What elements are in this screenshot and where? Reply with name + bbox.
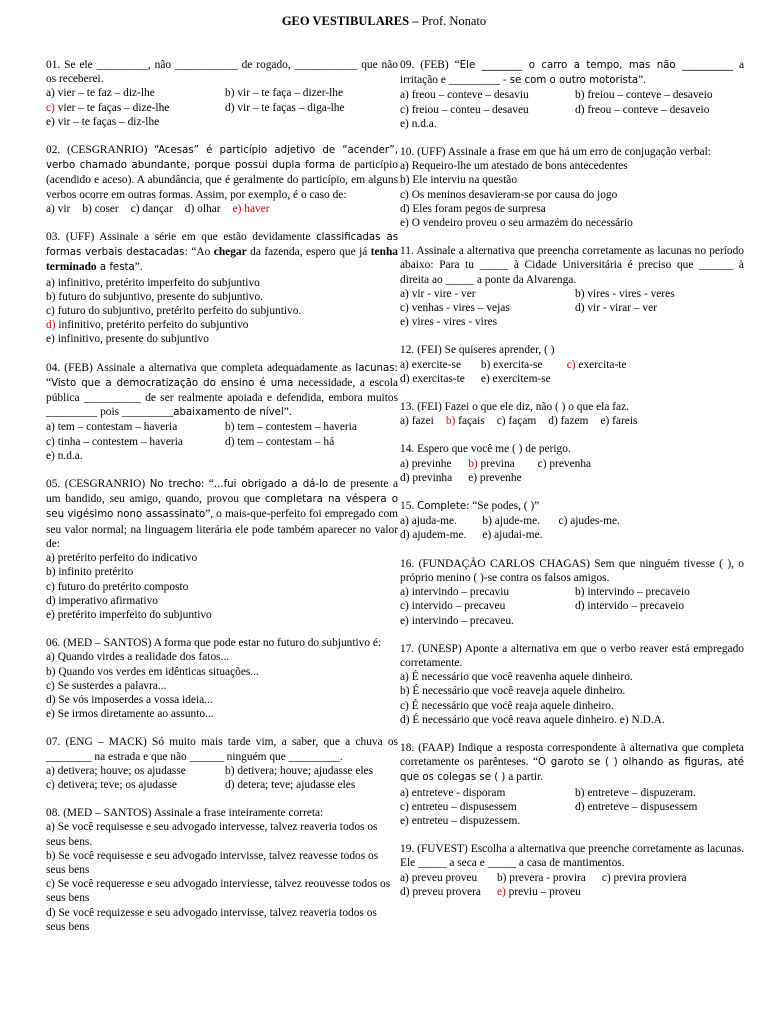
answer-option xyxy=(225,86,398,100)
answer-option xyxy=(497,871,586,885)
question-right-4 xyxy=(400,400,744,428)
stem-fragment: ”. xyxy=(134,261,143,274)
stem-fragment: a festa xyxy=(96,262,135,274)
answer-option xyxy=(400,159,744,173)
answer-option xyxy=(46,820,398,848)
answer-option xyxy=(46,332,398,346)
question-stem xyxy=(46,477,398,551)
option-text: b) freiou – conteve – desaveio xyxy=(575,89,713,102)
answer-options xyxy=(46,764,398,792)
stem-fragment: necessidade, a escola pública __________ de ser realmente apoiada e defendida, embora muitos _________ pois _________ xyxy=(46,376,398,419)
answer-option xyxy=(400,471,452,485)
answer-options xyxy=(400,159,744,230)
answer-option xyxy=(400,173,744,187)
answer-option xyxy=(46,906,398,934)
stem-fragment: lacunas: xyxy=(355,362,398,374)
answer-option xyxy=(46,778,219,792)
option-text: d) previnha xyxy=(400,471,453,484)
answer-option xyxy=(400,814,569,828)
stem-fragment: da fazenda, espero que já xyxy=(246,246,371,259)
option-text: d) ajudem-me. xyxy=(400,529,467,542)
option-text: b) exercita-se xyxy=(480,358,543,371)
answer-option xyxy=(46,565,398,579)
stem-fragment: 04. (FEB) Assinale a alternativa que completa adequadamente as xyxy=(46,361,356,374)
stem-fragment: classificadas as formas verbais destacadas: xyxy=(46,232,398,259)
option-text: e) vires - vires - vires xyxy=(400,316,498,329)
question-right-2 xyxy=(400,244,744,329)
option-text: previna xyxy=(477,457,515,470)
answer-option xyxy=(400,216,744,230)
answer-option xyxy=(575,103,744,117)
answer-option xyxy=(400,117,569,131)
answer-option xyxy=(400,684,744,698)
option-text: d) freou – conteve – desaveio xyxy=(575,103,710,116)
option-text: e) prevenhe xyxy=(468,471,522,484)
answer-option xyxy=(400,885,481,899)
stem-fragment: 02. (CESGRANRIO) xyxy=(46,144,155,157)
question-left-7 xyxy=(46,806,398,934)
option-text: previu – proveu xyxy=(505,885,581,898)
question-stem: 08. (MED – SANTOS) Assinale a frase inteiramente correta: xyxy=(46,807,324,820)
header-title: GEO VESTIBULARES – xyxy=(281,14,419,28)
option-text: b) coser xyxy=(82,202,119,215)
stem-fragment: ...fui obrigado a dá-lo de xyxy=(213,479,346,491)
option-letter: c) xyxy=(566,358,576,371)
answer-option xyxy=(46,580,398,594)
option-text: e) Se irmos diretamente ao assunto... xyxy=(46,708,214,721)
stem-fragment: Complete xyxy=(417,501,467,513)
option-text: c) Os meninos desavieram-se por causa do jogo xyxy=(400,188,618,201)
option-text: a) exercite-se xyxy=(400,358,462,371)
option-text: d) intervido – precaveio xyxy=(575,600,685,613)
option-text: c) intervido – precaveu xyxy=(400,600,506,613)
question-stem xyxy=(400,58,744,88)
answer-option xyxy=(131,202,173,216)
answer-options xyxy=(400,457,744,485)
answer-options xyxy=(46,202,398,216)
option-text: c) Se susterdes a palavra... xyxy=(46,679,167,692)
option-text: d) imperativo afirmativo xyxy=(46,594,158,607)
answer-option xyxy=(46,707,398,721)
question-left-3 xyxy=(46,361,398,463)
question-stem: 19. (FUVEST) Escolha a alternativa que preenche corretamente as lacunas. Ele _____ a seca e _____ a casa de mantimentos. xyxy=(400,843,744,870)
stem-fragment: ”. xyxy=(638,74,646,87)
question-right-1 xyxy=(400,145,744,230)
option-text: a) infinitivo, pretérito imperfeito do subjuntivo xyxy=(46,276,260,289)
option-text: a) Requeiro-lhe um atestado de bons antecedentes xyxy=(400,160,628,173)
question-left-1 xyxy=(46,143,398,216)
answer-option xyxy=(481,358,551,372)
option-text: e) vir – te faças – diz-lhe xyxy=(46,115,160,128)
stem-fragment: O garoto se ( ) olhando as figuras, até que os colegas se ( ) xyxy=(400,757,744,784)
question-stem: 17. (UNESP) Aponte a alternativa em que o verbo reaver está empregado corretamente. xyxy=(400,642,744,669)
answer-option xyxy=(400,372,465,386)
answer-option xyxy=(233,202,270,216)
answer-option xyxy=(575,585,744,599)
option-text: a) ajuda-me. xyxy=(400,515,457,528)
answer-option xyxy=(575,301,744,315)
stem-fragment: tenha terminado xyxy=(46,246,398,274)
option-text: d) exercitas-te xyxy=(400,372,465,385)
answer-option xyxy=(225,764,398,778)
answer-options xyxy=(400,585,744,628)
question-right-9 xyxy=(400,741,744,828)
answer-option xyxy=(600,414,637,428)
answer-options xyxy=(400,287,744,330)
answer-option xyxy=(575,287,744,301)
header-author: Prof. Nonato xyxy=(421,14,487,28)
option-text: b) É necessário que você reaveja aquele dinheiro. xyxy=(400,685,626,698)
option-text: e) intervindo – precaveu. xyxy=(400,614,514,627)
answer-option xyxy=(575,599,744,613)
option-text: d) Eles foram pegos de surpresa xyxy=(400,202,546,215)
answer-option xyxy=(400,315,569,329)
answer-option xyxy=(225,101,398,115)
answer-options xyxy=(400,670,744,727)
answer-options xyxy=(400,514,744,542)
option-letter: c) xyxy=(46,101,55,114)
option-text: a) tem – contestam – haveria xyxy=(46,421,178,434)
option-text: a) vier – te faz – diz-lhe xyxy=(46,87,155,100)
answer-option xyxy=(575,88,744,102)
stem-fragment: “ xyxy=(46,376,52,389)
answer-option xyxy=(575,800,744,814)
answer-option xyxy=(567,358,627,372)
answer-option xyxy=(446,414,485,428)
answer-option xyxy=(400,188,744,202)
answer-option xyxy=(46,435,219,449)
question-right-3 xyxy=(400,343,744,386)
option-text: a) freou – conteve – desaviu xyxy=(400,89,529,102)
question-right-6 xyxy=(400,499,744,543)
answer-options xyxy=(46,420,398,463)
answer-option xyxy=(225,420,398,434)
page-header xyxy=(0,14,768,29)
option-text: b) ajude-me. xyxy=(482,515,540,528)
stem-fragment: 18. (FAAP) Indique a resposta correspondente à alternativa que completa corretamente os parênteses. “ xyxy=(400,741,744,769)
option-text: b) Ele interviu na questão xyxy=(400,174,518,187)
question-stem: 16. (FUNDAÇÃO CARLOS CHAGAS) Sem que ninguém tivesse ( ), o próprio menino ( )-se contra os falsos amigos. xyxy=(400,557,744,584)
answer-option xyxy=(185,202,221,216)
answer-options xyxy=(46,86,398,129)
answer-option xyxy=(400,528,466,542)
answer-options xyxy=(46,820,398,934)
option-text: a) Se você requisesse e seu advogado intervesse, talvez reaveria todos os seus bens. xyxy=(46,821,378,848)
answer-options xyxy=(400,88,744,131)
option-text: e) exercitem-se xyxy=(480,372,551,385)
answer-option xyxy=(602,871,687,885)
stem-fragment: : “Se podes, ( )” xyxy=(466,500,540,513)
left-column xyxy=(46,58,398,948)
option-text: d) detera; teve; ajudasse eles xyxy=(225,778,356,791)
option-text: b) entreteve – dispuzeram. xyxy=(575,786,696,799)
question-stem: 01. Se ele _________, não ___________ de rogado, ___________ que não os receberei. xyxy=(46,59,398,86)
answer-options xyxy=(400,414,744,428)
question-left-6 xyxy=(46,735,398,792)
option-text: b) tem – contestem – haveria xyxy=(225,421,357,434)
answer-option xyxy=(46,101,219,115)
option-text: a) preveu proveu xyxy=(400,871,478,884)
question-left-2 xyxy=(46,230,398,347)
stem-fragment: - se com o outro motorista xyxy=(502,75,639,87)
option-text: a) É necessário que você reavenha aquele dinheiro. xyxy=(400,671,633,684)
stem-fragment: presente a um bandido, seu amigo, quando, provou que xyxy=(46,478,398,506)
option-text: b) Quando vos verdes em idênticas situações... xyxy=(46,665,259,678)
option-text: d) fazem xyxy=(548,415,589,428)
option-letter: b) xyxy=(468,457,478,470)
answer-option xyxy=(46,693,398,707)
question-stem: 10. (UFF) Assinale a frase em que há um erro de conjugação verbal: xyxy=(400,146,711,159)
answer-option xyxy=(46,86,219,100)
stem-fragment: a irritação e _________ xyxy=(400,59,745,87)
answer-option xyxy=(46,877,398,905)
question-stem xyxy=(400,741,744,786)
option-text: d) É necessário que você reava aquele dinheiro. e) N.D.A. xyxy=(400,713,665,726)
answer-options xyxy=(46,650,398,721)
question-stem: 06. (MED – SANTOS) A forma que pode estar no futuro do subjuntivo é: xyxy=(46,637,382,650)
option-letter: e) xyxy=(496,885,506,898)
option-text: e) entreteu – dispuzessem. xyxy=(400,814,521,827)
answer-option xyxy=(481,372,551,386)
option-text: d) Se vós imposerdes a vossa ideia... xyxy=(46,693,213,706)
option-text: b) intervindo – precaveio xyxy=(575,586,690,599)
question-stem xyxy=(46,361,398,421)
option-text: b) Se você requisesse e seu advogado intervisse, talvez reavesse todos os seus bens xyxy=(46,849,379,876)
answer-option xyxy=(400,699,744,713)
answer-option xyxy=(400,287,569,301)
answer-option xyxy=(468,457,521,471)
option-text: e) haver xyxy=(232,202,270,215)
option-text: c) detivera; teve; os ajudasse xyxy=(46,778,177,791)
option-text: c) ajudes-me. xyxy=(558,515,620,528)
option-text: exercita-te xyxy=(575,358,627,371)
question-right-10 xyxy=(400,842,744,899)
stem-fragment: “Acesas” é particípio adjetivo de “acender”, verbo chamado abundante, porque possui dupla forma xyxy=(46,145,398,172)
question-stem xyxy=(400,499,744,514)
answer-option xyxy=(46,594,398,608)
stem-fragment: “Ao xyxy=(187,246,214,259)
answer-option xyxy=(46,276,398,290)
option-text: e) n.d.a. xyxy=(46,449,83,462)
option-text: d) vir – te faças – diga-lhe xyxy=(225,101,345,114)
answer-options xyxy=(46,276,398,347)
option-text: a) vir - vire - ver xyxy=(400,287,476,300)
stem-fragment: de particípio (acendido e aceso). A abundância, que é geralmente do particípio, em alguns verbos ocorre em outras formas. Assim, por exemplo, é o caso de: xyxy=(46,159,398,201)
question-right-8 xyxy=(400,642,744,727)
option-letter: d) xyxy=(46,319,56,332)
answer-option xyxy=(46,849,398,877)
answer-option xyxy=(482,514,542,528)
answer-option xyxy=(400,88,569,102)
stem-fragment: No trecho xyxy=(149,479,202,491)
stem-fragment: 15. xyxy=(400,500,418,513)
question-stem xyxy=(46,230,398,276)
answer-options xyxy=(46,551,398,622)
answer-option xyxy=(575,786,744,800)
answer-option xyxy=(468,471,521,485)
answer-option xyxy=(46,551,398,565)
option-text: e) n.d.a. xyxy=(400,117,437,130)
stem-fragment: Ele ________ o carro a tempo, mas não __________ xyxy=(459,60,733,71)
stem-fragment: ”. xyxy=(283,406,292,419)
option-text: d) Se você requizesse e seu advogado intervisse, talvez reaveria todos os seus bens xyxy=(46,906,377,933)
answer-option xyxy=(46,420,219,434)
question-right-7 xyxy=(400,557,744,628)
answer-option xyxy=(400,670,744,684)
option-text: c) tinha – contestem – haveria xyxy=(46,435,183,448)
option-text: a) intervindo – precaviu xyxy=(400,586,510,599)
option-text: b) infinito pretérito xyxy=(46,566,134,579)
option-text: e) fareis xyxy=(600,415,638,428)
answer-option xyxy=(400,585,569,599)
option-text: c) dançar xyxy=(130,202,173,215)
answer-option xyxy=(46,202,70,216)
answer-option xyxy=(400,713,744,727)
answer-option xyxy=(400,358,465,372)
option-text: b) vires - vires - veres xyxy=(575,287,675,300)
answer-option xyxy=(559,514,620,528)
answer-option xyxy=(400,599,569,613)
answer-option xyxy=(46,290,398,304)
answer-option xyxy=(538,457,591,471)
question-stem xyxy=(46,143,398,202)
option-text: vier – te faças – dize-lhe xyxy=(54,101,170,114)
question-stem: 14. Espero que você me ( ) de perigo. xyxy=(400,443,571,456)
answer-option xyxy=(46,764,219,778)
answer-option xyxy=(482,528,542,542)
stem-fragment: abaixamento de nível xyxy=(173,407,284,419)
stem-fragment: 03. (UFF) Assinale a série em que estão devidamente xyxy=(46,231,317,244)
option-text: d) preveu provera xyxy=(400,885,481,898)
answer-option xyxy=(46,665,398,679)
answer-option xyxy=(46,650,398,664)
option-text: a) Quando virdes a realidade dos fatos... xyxy=(46,651,230,664)
option-text: e) pretérito imperfeito do subjuntivo xyxy=(46,608,212,621)
answer-option xyxy=(400,202,744,216)
answer-options xyxy=(400,786,744,829)
stem-fragment: a partir. xyxy=(505,771,544,784)
answer-option xyxy=(400,800,569,814)
answer-option xyxy=(497,414,537,428)
option-text: c) freiou – conteu – desaveu xyxy=(400,103,529,116)
question-left-4 xyxy=(46,477,398,622)
option-text: e) infinitivo, presente do subjuntivo xyxy=(46,333,209,346)
stem-fragment: 09. (FEB) “ xyxy=(400,59,460,71)
answer-option xyxy=(46,304,398,318)
option-text: a) entreteve - disporam xyxy=(400,786,506,799)
option-text: d) olhar xyxy=(184,202,221,215)
answer-option xyxy=(225,435,398,449)
question-stem: 07. (ENG – MACK) Só muito mais tarde vim, a saber, que a chuva os ________ na estrada e que não ______ ninguém que _________. xyxy=(46,736,398,763)
stem-fragment: ”, o mais-que-perfeito foi empregado com seu valor normal; na linguagem literária ele pode também aparecer no valor de: xyxy=(46,508,398,550)
option-text: c) Se você requeresse e seu advogado interviesse, talvez reouvesse todos os seus bens xyxy=(46,878,391,905)
stem-fragment: chegar xyxy=(213,246,247,259)
stem-fragment: 05. (CESGRANRIO) xyxy=(46,478,150,491)
option-text: c) É necessário que você reaja aquele dinheiro. xyxy=(400,699,614,712)
answer-option xyxy=(46,679,398,693)
answer-option xyxy=(400,614,569,628)
question-stem: 12. (FEI) Se quiseres aprender, ( ) xyxy=(400,344,555,357)
option-text: a) fazei xyxy=(400,415,434,428)
answer-options xyxy=(400,358,744,386)
option-text: a) pretérito perfeito do indicativo xyxy=(46,552,198,565)
answer-option xyxy=(225,778,398,792)
question-stem: 11. Assinale a alternativa que preencha corretamente as lacunas no período abaixo: Para tu _____ à Cidade Universitária é preciso que ______ à direita ao _____ a ponte da Alvarenga. xyxy=(400,245,744,286)
option-text: e) O vendeiro proveu o seu armazém do necessário xyxy=(400,217,633,230)
right-column xyxy=(400,58,744,913)
option-text: c) futuro do subjuntivo, pretérito perfeito do subjuntivo. xyxy=(46,305,302,318)
answer-option xyxy=(400,414,434,428)
option-text: a) detivera; houve; os ajudasse xyxy=(46,764,186,777)
answer-option xyxy=(400,514,466,528)
answer-options xyxy=(400,871,744,899)
question-stem: 13. (FEI) Fazei o que ele diz, não ( ) o que ela faz. xyxy=(400,401,629,414)
answer-option xyxy=(400,871,481,885)
answer-option xyxy=(82,202,118,216)
answer-option xyxy=(548,414,588,428)
option-text: e) ajudai-me. xyxy=(482,529,543,542)
answer-option xyxy=(46,608,398,622)
option-text: c) previra proviera xyxy=(601,871,687,884)
option-text: c) entreteu – dispusessem xyxy=(400,800,517,813)
option-text: d) vir - virar – ver xyxy=(575,302,657,315)
option-text: b) vir – te faça – dizer-lhe xyxy=(225,87,344,100)
option-text: a) vir xyxy=(46,202,71,215)
option-text: infinitivo, pretérito perfeito do subjuntivo xyxy=(55,319,249,332)
option-text: c) venhas - vires – vejas xyxy=(400,302,510,315)
stem-fragment: : “ xyxy=(201,478,214,491)
option-text: d) tem – contestam – há xyxy=(225,435,335,448)
option-text: b) detivera; houve; ajudasse eles xyxy=(225,764,374,777)
option-text: d) entreteve – dispusessem xyxy=(575,800,698,813)
option-letter: b) xyxy=(445,415,456,428)
option-text: b) prevera - provira xyxy=(496,871,586,884)
question-left-0 xyxy=(46,58,398,129)
answer-option xyxy=(46,449,219,463)
option-text: c) futuro do pretérito composto xyxy=(46,580,189,593)
stem-fragment: Visto que a democratização do ensino é uma xyxy=(51,377,294,389)
option-text: c) prevenha xyxy=(537,457,592,470)
question-right-5 xyxy=(400,442,744,485)
stem-fragment: completara na véspera o seu vigésimo nono assassinato xyxy=(46,494,398,521)
answer-option xyxy=(400,786,569,800)
answer-option xyxy=(400,301,569,315)
answer-option xyxy=(46,115,219,129)
question-left-5 xyxy=(46,636,398,721)
answer-option xyxy=(46,318,398,332)
option-text: a) previnhe xyxy=(400,457,452,470)
answer-option xyxy=(400,103,569,117)
option-text: c) façam xyxy=(496,415,537,428)
option-text: façais xyxy=(455,415,485,428)
answer-option xyxy=(400,457,452,471)
question-right-0 xyxy=(400,58,744,131)
option-text: b) futuro do subjuntivo, presente do subjuntivo. xyxy=(46,290,264,303)
answer-option xyxy=(497,885,586,899)
